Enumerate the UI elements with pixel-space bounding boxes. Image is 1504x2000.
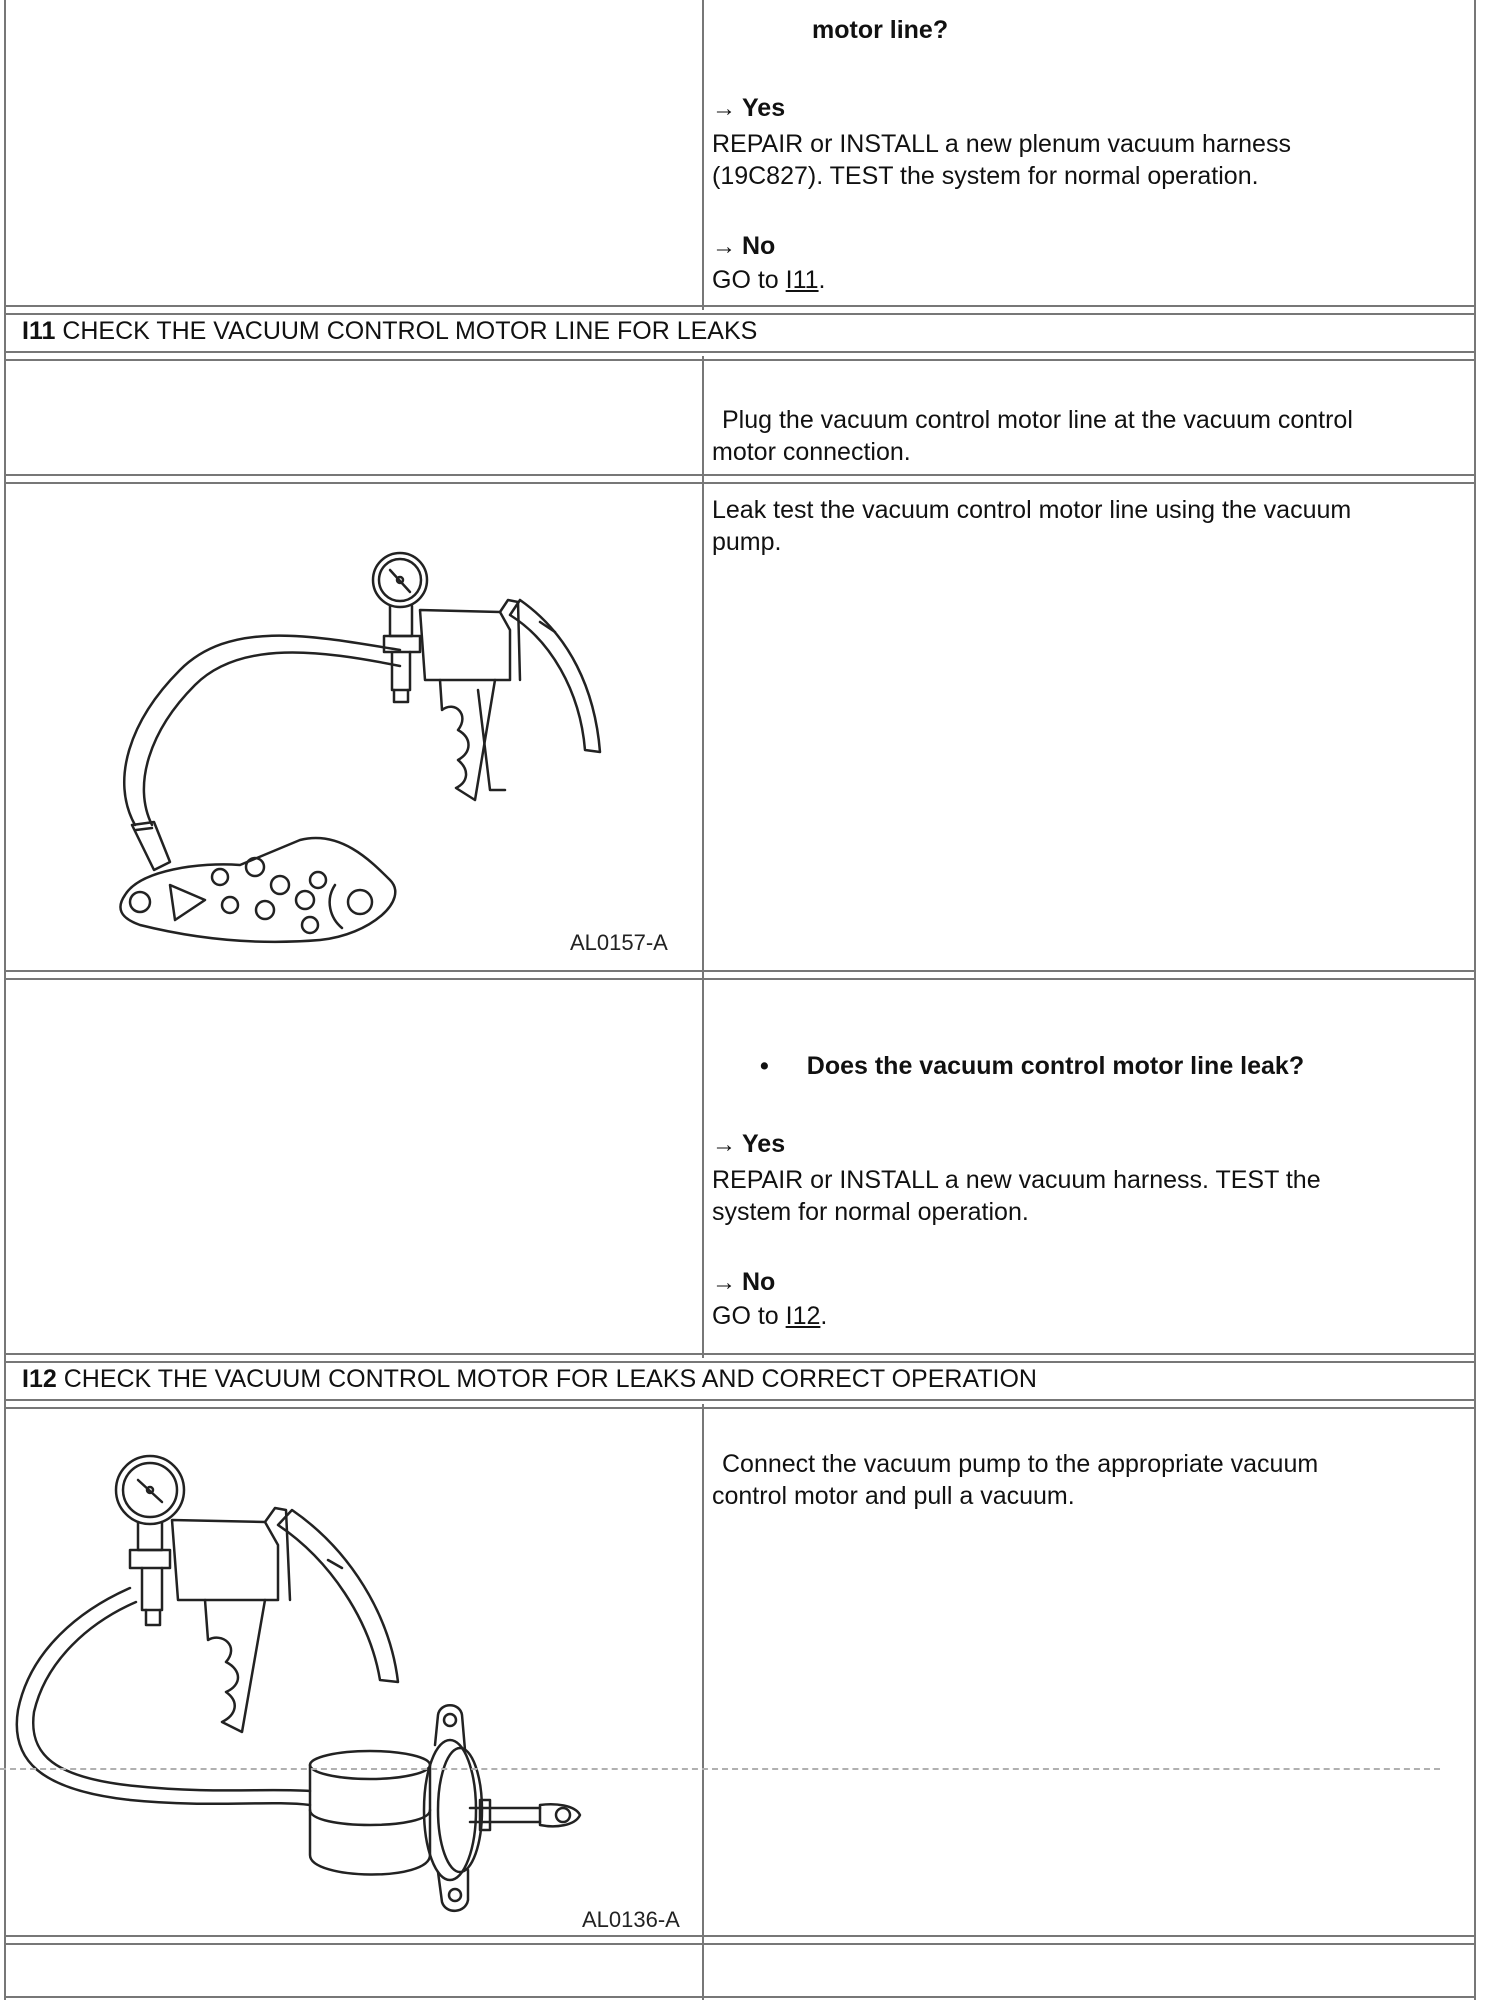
- yes-label: Yes: [742, 94, 786, 122]
- row-divider: [4, 474, 1476, 484]
- table-border-right: [1474, 0, 1476, 2000]
- step-title: CHECK THE VACUUM CONTROL MOTOR FOR LEAKS AND CORRECT OPERATION: [56, 1365, 1037, 1393]
- arrow-right-icon: →: [712, 95, 736, 122]
- vacuum-pump-illustration: [80, 540, 660, 960]
- no-action-text: GO to I12.: [712, 1302, 828, 1330]
- arrow-right-icon: →: [712, 1269, 736, 1296]
- bullet-icon: •: [760, 1052, 769, 1080]
- scan-artifact-line: [0, 1768, 1440, 1770]
- no-label: No: [742, 1268, 776, 1296]
- question-item: [760, 1050, 1304, 1082]
- row-divider: [4, 305, 1476, 315]
- vacuum-pump-motor-illustration: [10, 1410, 660, 1930]
- instruction-text: Connect the vacuum pump to the appropriate vacuum: [722, 1450, 1319, 1478]
- row-divider: [4, 1399, 1476, 1409]
- row-divider: [4, 1935, 1476, 1945]
- step-id: I11: [22, 317, 56, 345]
- yes-action-text: REPAIR or INSTALL a new vacuum harness. TEST the: [712, 1166, 1321, 1194]
- instruction-text: pump.: [712, 528, 782, 556]
- yes-action-text: REPAIR or INSTALL a new plenum vacuum harness: [712, 130, 1291, 158]
- step-header: [22, 1364, 1037, 1394]
- no-answer: [712, 1266, 775, 1299]
- no-action-text: GO to I11.: [712, 266, 826, 294]
- yes-answer: [712, 92, 785, 125]
- instruction-text: control motor and pull a vacuum.: [712, 1482, 1075, 1510]
- column-divider: [702, 356, 704, 1358]
- question-text: motor line?: [812, 16, 949, 44]
- column-divider: [702, 0, 704, 310]
- table-border-left: [4, 0, 6, 2000]
- step-header: [22, 316, 757, 346]
- goto-step-link[interactable]: I11: [785, 266, 819, 294]
- arrow-right-icon: →: [712, 1131, 736, 1158]
- no-answer: [712, 230, 775, 263]
- arrow-right-icon: →: [712, 233, 736, 260]
- yes-answer: [712, 1128, 785, 1161]
- instruction-text: Leak test the vacuum control motor line using the vacuum: [712, 496, 1352, 524]
- question-text: Does the vacuum control motor line leak?: [806, 1052, 1305, 1080]
- yes-action-text: (19C827). TEST the system for normal operation.: [712, 162, 1259, 190]
- yes-action-text: system for normal operation.: [712, 1198, 1029, 1226]
- row-divider: [4, 351, 1476, 361]
- figure-label: AL0136-A: [582, 1907, 680, 1932]
- instruction-text: motor connection.: [712, 438, 911, 466]
- instruction-text: Plug the vacuum control motor line at the vacuum control: [722, 406, 1353, 434]
- step-id: I12: [22, 1365, 57, 1393]
- yes-label: Yes: [742, 1130, 786, 1158]
- step-title: CHECK THE VACUUM CONTROL MOTOR LINE FOR LEAKS: [55, 317, 758, 345]
- row-divider: [4, 970, 1476, 980]
- goto-step-link[interactable]: I12: [785, 1302, 821, 1330]
- column-divider: [702, 1404, 704, 2000]
- figure-label: AL0157-A: [570, 930, 668, 955]
- row-divider: [4, 1353, 1476, 1363]
- table-border-bottom: [4, 1996, 1476, 1998]
- no-label: No: [742, 232, 776, 260]
